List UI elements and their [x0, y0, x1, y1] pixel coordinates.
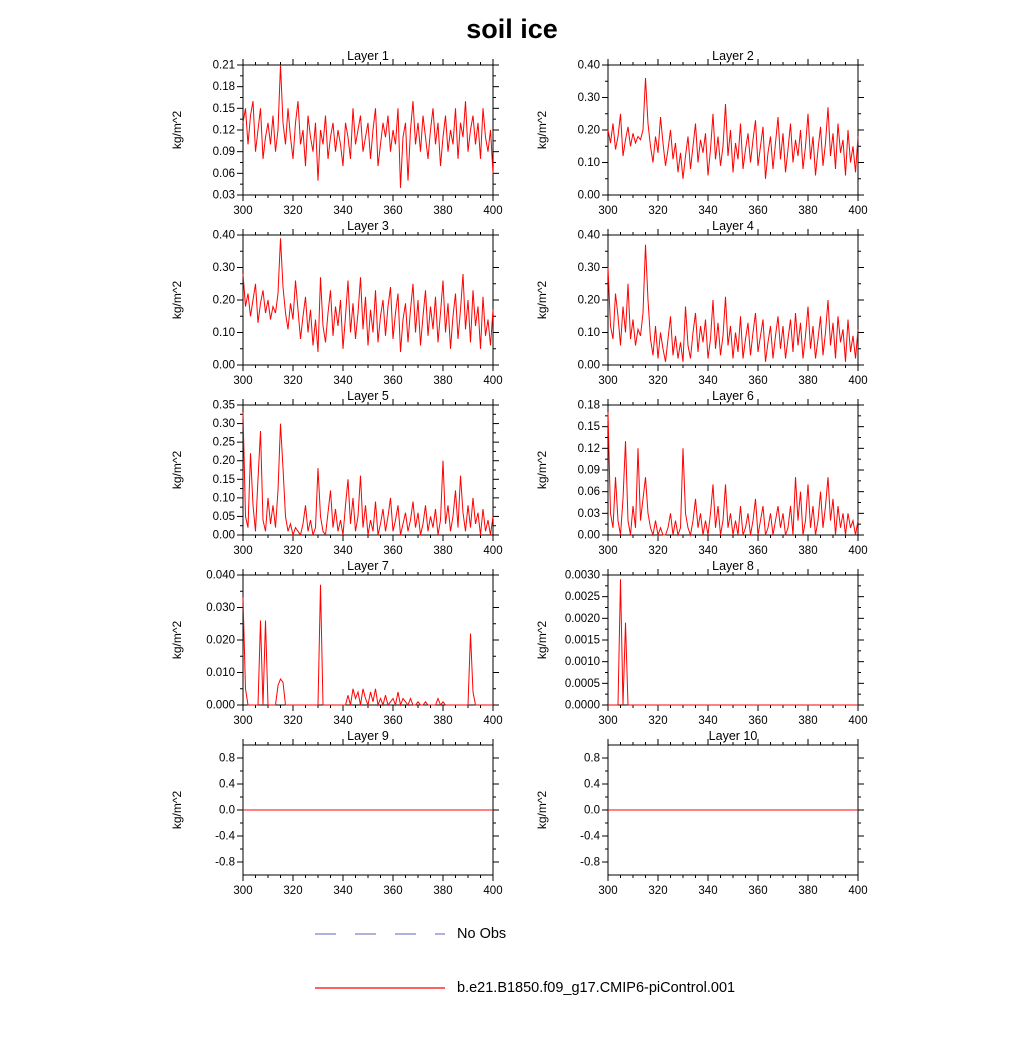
svg-text:kg/m^2: kg/m^2	[170, 620, 184, 660]
svg-text:0.12: 0.12	[577, 442, 600, 455]
svg-text:0.12: 0.12	[212, 124, 235, 137]
svg-text:0.05: 0.05	[212, 510, 235, 523]
svg-text:400: 400	[848, 715, 868, 727]
svg-text:0.30: 0.30	[577, 262, 600, 274]
svg-text:400: 400	[848, 205, 868, 217]
svg-text:Layer 5: Layer 5	[347, 389, 389, 403]
svg-text:360: 360	[748, 545, 768, 557]
svg-text:0.06: 0.06	[212, 167, 235, 180]
svg-text:0.15: 0.15	[212, 473, 235, 486]
svg-text:360: 360	[748, 885, 768, 897]
svg-text:0.10: 0.10	[577, 327, 600, 339]
svg-text:0.40: 0.40	[577, 229, 600, 242]
svg-text:340: 340	[698, 205, 718, 217]
svg-text:kg/m^2: kg/m^2	[535, 110, 549, 150]
svg-text:0.0015: 0.0015	[564, 634, 600, 647]
svg-text:0.35: 0.35	[212, 399, 235, 412]
svg-text:320: 320	[648, 205, 668, 217]
svg-text:0.18: 0.18	[212, 81, 235, 94]
no-obs-dashed-line-icon	[315, 929, 445, 939]
svg-text:0.030: 0.030	[206, 602, 235, 614]
svg-text:Layer 6: Layer 6	[712, 389, 754, 403]
svg-text:400: 400	[483, 205, 503, 217]
svg-text:Layer 1: Layer 1	[347, 49, 389, 63]
svg-text:0.03: 0.03	[212, 189, 235, 202]
svg-text:0.0000: 0.0000	[564, 699, 600, 712]
svg-text:0.0025: 0.0025	[564, 591, 600, 604]
svg-text:380: 380	[798, 885, 818, 897]
svg-text:0.21: 0.21	[212, 59, 235, 72]
svg-text:300: 300	[233, 545, 253, 557]
svg-text:300: 300	[598, 885, 618, 897]
svg-text:0.010: 0.010	[206, 667, 235, 679]
svg-text:0.0005: 0.0005	[564, 677, 600, 690]
svg-text:0.20: 0.20	[212, 294, 235, 307]
svg-text:0.020: 0.020	[206, 634, 235, 647]
svg-text:380: 380	[433, 545, 453, 557]
svg-text:0.30: 0.30	[212, 418, 235, 431]
layer-9-chart	[168, 729, 503, 899]
legend-item-no-obs	[315, 925, 1024, 943]
svg-text:0.0: 0.0	[219, 804, 235, 817]
layer-8-chart	[533, 559, 868, 729]
legend-item-model-run	[315, 979, 1024, 997]
svg-text:0.15: 0.15	[577, 421, 600, 434]
svg-text:-0.8: -0.8	[215, 856, 235, 869]
svg-text:0.040: 0.040	[206, 569, 235, 582]
layer-6-chart	[533, 389, 868, 559]
svg-text:Layer 4: Layer 4	[712, 219, 754, 233]
svg-text:320: 320	[648, 715, 668, 727]
svg-text:kg/m^2: kg/m^2	[170, 790, 184, 830]
svg-text:340: 340	[698, 715, 718, 727]
svg-text:kg/m^2: kg/m^2	[535, 790, 549, 830]
svg-text:320: 320	[648, 885, 668, 897]
svg-text:0.20: 0.20	[212, 455, 235, 468]
svg-text:0.8: 0.8	[584, 752, 600, 765]
svg-text:kg/m^2: kg/m^2	[535, 620, 549, 660]
layer-10-chart	[533, 729, 868, 899]
subplot-layer-4	[533, 219, 868, 389]
svg-text:300: 300	[598, 545, 618, 557]
svg-text:0.0: 0.0	[584, 804, 600, 817]
svg-text:0.00: 0.00	[212, 359, 235, 372]
svg-text:360: 360	[748, 375, 768, 387]
subplot-layer-10	[533, 729, 868, 899]
svg-text:0.20: 0.20	[577, 294, 600, 307]
svg-text:0.03: 0.03	[577, 507, 600, 520]
svg-text:300: 300	[233, 885, 253, 897]
svg-text:320: 320	[648, 545, 668, 557]
svg-text:0.8: 0.8	[219, 752, 235, 765]
model-run-solid-line-icon	[315, 983, 445, 993]
svg-text:340: 340	[333, 375, 353, 387]
svg-text:300: 300	[233, 375, 253, 387]
layer-4-chart	[533, 219, 868, 389]
svg-text:380: 380	[798, 715, 818, 727]
subplot-layer-8	[533, 559, 868, 729]
svg-text:0.40: 0.40	[577, 59, 600, 72]
svg-text:320: 320	[648, 375, 668, 387]
layer-3-chart	[168, 219, 503, 389]
svg-text:0.10: 0.10	[212, 327, 235, 339]
svg-text:0.30: 0.30	[212, 262, 235, 274]
svg-text:0.10: 0.10	[577, 157, 600, 169]
svg-text:380: 380	[798, 205, 818, 217]
svg-text:400: 400	[483, 545, 503, 557]
svg-text:Layer 3: Layer 3	[347, 219, 389, 233]
svg-text:300: 300	[598, 375, 618, 387]
chart-grid	[168, 49, 1024, 899]
svg-text:300: 300	[598, 715, 618, 727]
svg-text:380: 380	[433, 715, 453, 727]
svg-text:300: 300	[233, 205, 253, 217]
layer-5-chart	[168, 389, 503, 559]
svg-text:340: 340	[333, 885, 353, 897]
svg-text:0.20: 0.20	[577, 124, 600, 137]
svg-text:340: 340	[333, 545, 353, 557]
svg-text:kg/m^2: kg/m^2	[170, 110, 184, 150]
svg-text:300: 300	[598, 205, 618, 217]
svg-text:0.25: 0.25	[212, 436, 235, 449]
svg-text:Layer 8: Layer 8	[712, 559, 754, 573]
svg-text:kg/m^2: kg/m^2	[170, 450, 184, 490]
svg-text:kg/m^2: kg/m^2	[535, 450, 549, 490]
svg-text:0.18: 0.18	[577, 399, 600, 412]
svg-text:320: 320	[283, 205, 303, 217]
page-title: soil ice	[466, 14, 558, 44]
svg-text:0.4: 0.4	[584, 778, 600, 791]
svg-text:0.09: 0.09	[577, 464, 600, 477]
svg-text:0.40: 0.40	[212, 229, 235, 242]
svg-text:400: 400	[483, 375, 503, 387]
subplot-layer-7	[168, 559, 503, 729]
svg-text:400: 400	[848, 885, 868, 897]
svg-text:0.000: 0.000	[206, 699, 235, 712]
svg-text:320: 320	[283, 545, 303, 557]
svg-text:400: 400	[483, 885, 503, 897]
svg-text:360: 360	[383, 205, 403, 217]
svg-text:kg/m^2: kg/m^2	[535, 280, 549, 320]
subplot-layer-3	[168, 219, 503, 389]
svg-text:-0.4: -0.4	[580, 830, 600, 843]
svg-text:380: 380	[433, 885, 453, 897]
subplot-layer-1	[168, 49, 503, 219]
svg-text:Layer 9: Layer 9	[347, 729, 389, 743]
svg-text:340: 340	[698, 885, 718, 897]
svg-text:Layer 7: Layer 7	[347, 559, 389, 573]
svg-text:0.0010: 0.0010	[564, 656, 600, 669]
layer-7-chart	[168, 559, 503, 729]
svg-text:0.00: 0.00	[212, 529, 235, 542]
svg-text:0.30: 0.30	[577, 92, 600, 104]
layer-1-chart	[168, 49, 503, 219]
svg-text:360: 360	[748, 715, 768, 727]
svg-text:0.00: 0.00	[577, 189, 600, 202]
svg-text:340: 340	[333, 715, 353, 727]
svg-text:Layer 10: Layer 10	[708, 729, 758, 743]
layer-2-chart	[533, 49, 868, 219]
svg-text:-0.4: -0.4	[215, 830, 235, 843]
svg-text:0.0020: 0.0020	[564, 612, 600, 625]
svg-text:360: 360	[748, 205, 768, 217]
svg-text:360: 360	[383, 715, 403, 727]
legend	[315, 925, 1024, 997]
svg-text:400: 400	[483, 715, 503, 727]
subplot-layer-9	[168, 729, 503, 899]
svg-text:0.15: 0.15	[212, 102, 235, 115]
svg-text:400: 400	[848, 545, 868, 557]
svg-text:380: 380	[433, 205, 453, 217]
legend-label-no-obs: No Obs	[457, 926, 507, 942]
svg-text:380: 380	[798, 545, 818, 557]
svg-text:320: 320	[283, 715, 303, 727]
svg-text:380: 380	[433, 375, 453, 387]
svg-text:0.10: 0.10	[212, 492, 235, 505]
svg-text:0.00: 0.00	[577, 359, 600, 372]
svg-text:360: 360	[383, 375, 403, 387]
svg-text:340: 340	[333, 205, 353, 217]
svg-text:400: 400	[848, 375, 868, 387]
subplot-layer-2	[533, 49, 868, 219]
svg-text:320: 320	[283, 885, 303, 897]
svg-text:0.09: 0.09	[212, 146, 235, 159]
svg-text:0.0030: 0.0030	[564, 569, 600, 582]
legend-label-model-run: b.e21.B1850.f09_g17.CMIP6-piControl.001	[457, 980, 736, 996]
svg-text:Layer 2: Layer 2	[712, 49, 754, 63]
svg-text:300: 300	[233, 715, 253, 727]
subplot-layer-6	[533, 389, 868, 559]
subplot-layer-5	[168, 389, 503, 559]
svg-text:-0.8: -0.8	[580, 856, 600, 869]
svg-text:0.06: 0.06	[577, 486, 600, 499]
svg-text:0.00: 0.00	[577, 529, 600, 542]
svg-text:340: 340	[698, 545, 718, 557]
svg-text:380: 380	[798, 375, 818, 387]
svg-text:360: 360	[383, 885, 403, 897]
svg-text:kg/m^2: kg/m^2	[170, 280, 184, 320]
svg-text:320: 320	[283, 375, 303, 387]
svg-text:340: 340	[698, 375, 718, 387]
svg-text:0.4: 0.4	[219, 778, 235, 791]
svg-text:360: 360	[383, 545, 403, 557]
